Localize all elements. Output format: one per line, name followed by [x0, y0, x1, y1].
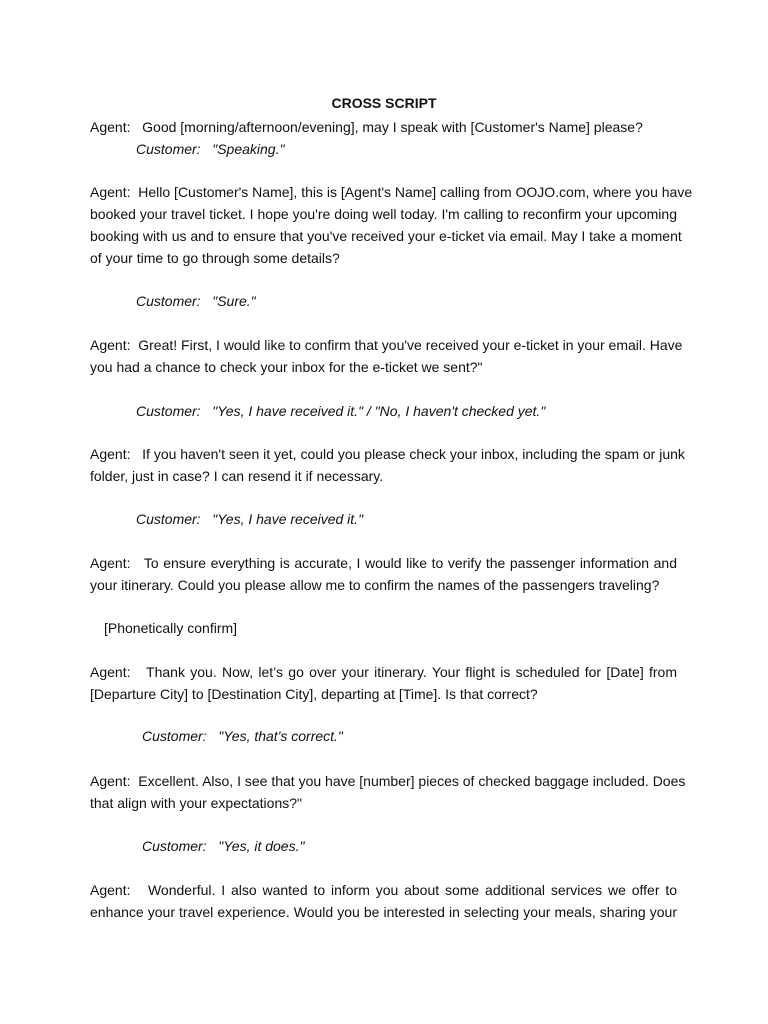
- agent-line-continued: booked your travel ticket. I hope you're doing well today. I'm calling to reconfirm your upcoming: [90, 206, 677, 222]
- document-title: CROSS SCRIPT: [331, 95, 437, 111]
- agent-line: Agent: Good [morning/afternoon/evening], may I speak with [Customer's Name] please?: [90, 119, 643, 135]
- agent-line-continued: booking with us and to ensure that you've received your e-ticket via email. May I take a moment: [90, 228, 682, 244]
- agent-line: Agent: If you haven't seen it yet, could you please check your inbox, including the spam or junk: [90, 446, 685, 462]
- agent-line-continued: you had a chance to check your inbox for the e-ticket we sent?": [90, 359, 483, 375]
- agent-line: Agent: Hello [Customer's Name], this is [Agent's Name] calling from OOJO.com, where you have: [90, 184, 693, 200]
- agent-line: Agent: Great! First, I would like to confirm that you've received your e-ticket in your email. Have: [90, 337, 683, 353]
- agent-line-continued: [Departure City] to [Destination City], departing at [Time]. Is that correct?: [90, 686, 538, 702]
- customer-line: Customer: "Speaking.": [136, 141, 285, 157]
- customer-line: Customer: "Yes, I have received it.": [136, 511, 364, 527]
- customer-line: Customer: "Yes, that's correct.": [142, 728, 343, 744]
- agent-line-continued: that align with your expectations?": [90, 795, 302, 811]
- agent-line: Agent: Excellent. Also, I see that you have [number] pieces of checked baggage included. Does: [90, 773, 686, 789]
- agent-line-continued: enhance your travel experience. Would you be interested in selecting your meals, sharing your: [90, 904, 677, 920]
- agent-line-continued: of your time to go through some details?: [90, 250, 340, 266]
- agent-line-continued: folder, just in case? I can resend it if necessary.: [90, 468, 384, 484]
- customer-line: Customer: "Yes, I have received it." / "No, I haven't checked yet.": [136, 403, 546, 419]
- agent-line: Agent: Wonderful. I also wanted to inform you about some additional services we offer to: [90, 882, 677, 898]
- customer-line: Customer: "Sure.": [136, 293, 256, 309]
- customer-line: Customer: "Yes, it does.": [142, 838, 305, 854]
- agent-line-continued: your itinerary. Could you please allow me to confirm the names of the passengers traveling?: [90, 577, 660, 593]
- agent-line: Agent: Thank you. Now, let’s go over your itinerary. Your flight is scheduled for [Date] from: [90, 664, 677, 680]
- agent-line: Agent: To ensure everything is accurate, I would like to verify the passenger information and: [90, 555, 677, 571]
- instruction-note: [Phonetically confirm]: [104, 620, 238, 636]
